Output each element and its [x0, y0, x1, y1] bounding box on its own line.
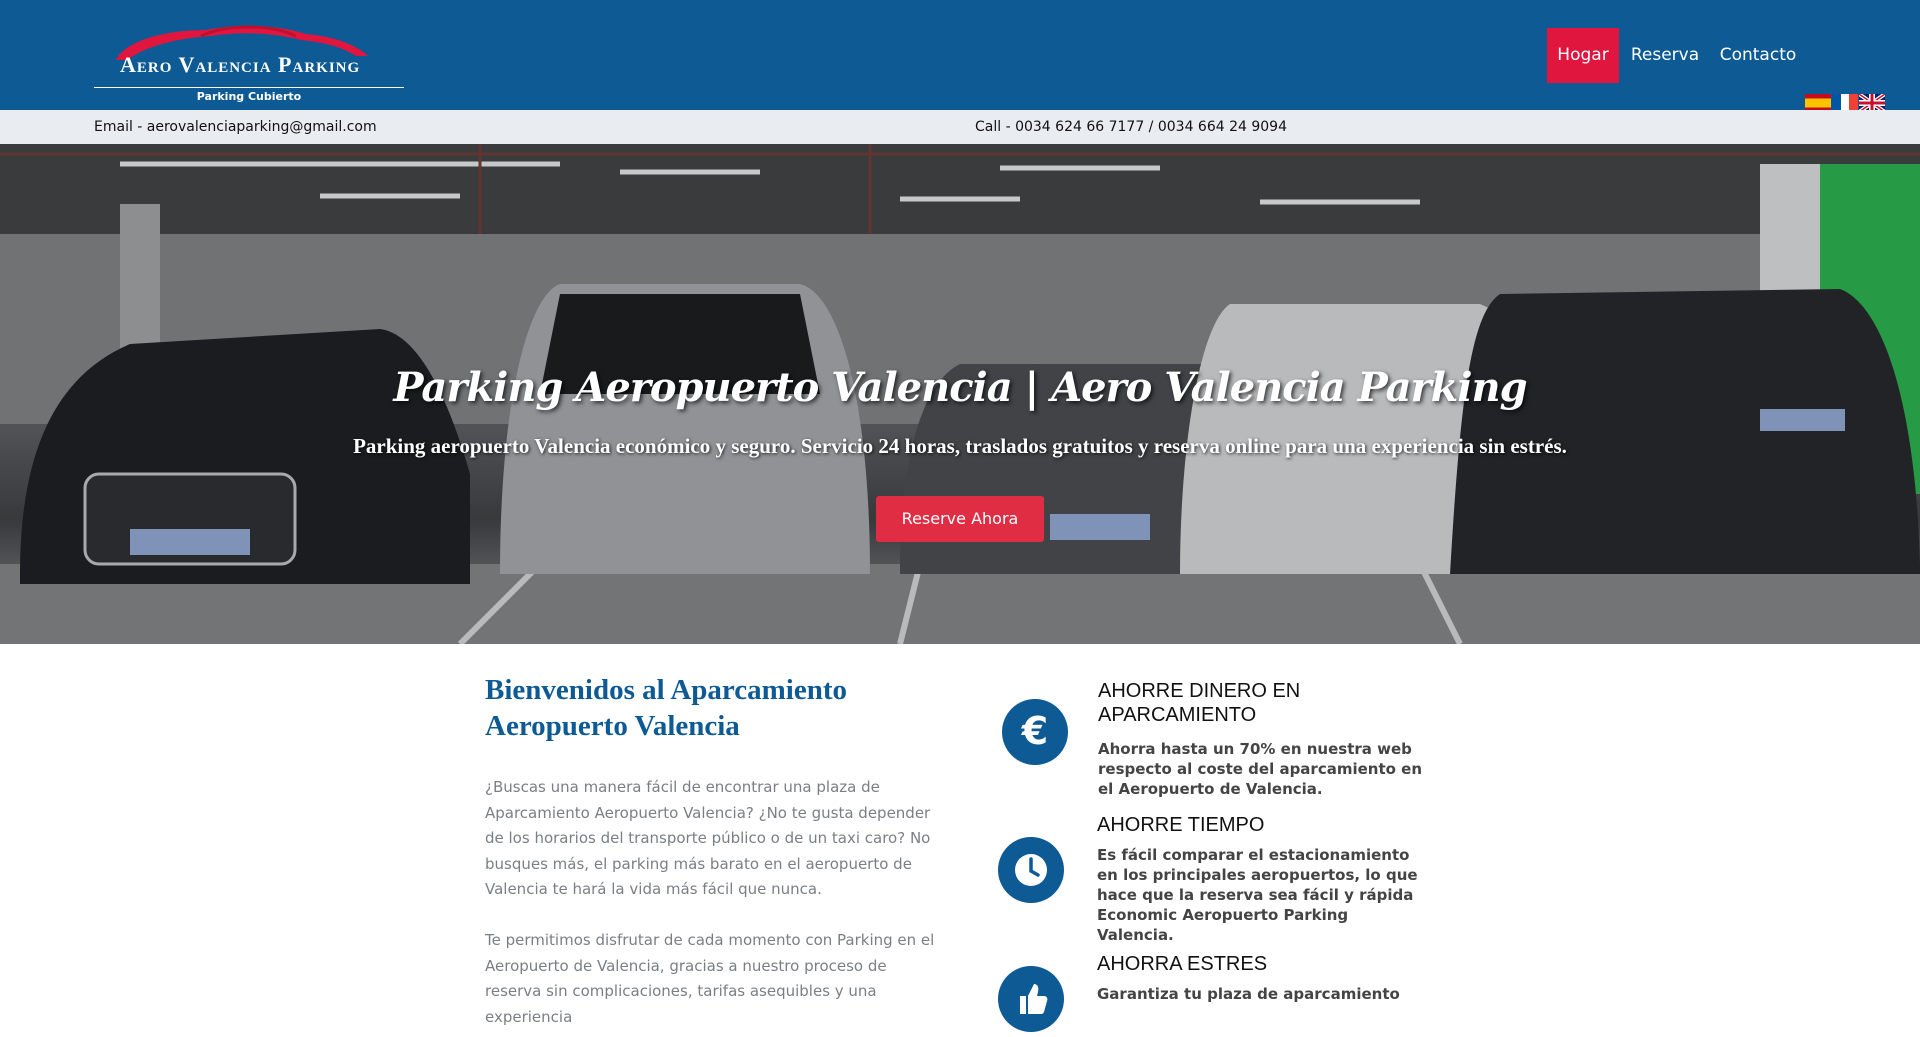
welcome-heading: Bienvenidos al Aparcamiento Aeropuerto Valencia — [485, 674, 847, 742]
feature-text-money: Ahorra hasta un 70% en nuestra web respecto al coste del aparcamiento en el Aeropuerto de Valencia. — [1098, 740, 1423, 798]
thumbs-up-icon — [998, 966, 1064, 1032]
contact-bar — [0, 110, 1920, 144]
site-header — [0, 0, 1920, 110]
nav-item-reserva[interactable]: Reserva — [1630, 45, 1700, 65]
welcome-paragraph-1: ¿Buscas una manera fácil de encontrar una plaza de Aparcamiento Aeropuerto Valencia? ¿No te gusta depender de los horarios del transporte público o de un taxi caro? No busques más, el parking más barato en el aeropuerto de Valencia te hará la vida más fácil que nunca. — [485, 778, 931, 898]
brand-name: Aero Valencia Parking — [120, 52, 361, 77]
hero-banner — [0, 144, 1920, 644]
hero-subtitle: Parking aeropuerto Valencia económico y seguro. Servicio 24 horas, traslados gratuitos y reserva online para una experiencia sin estrés. — [353, 434, 1567, 458]
euro-icon — [1002, 699, 1068, 765]
clock-icon — [998, 837, 1064, 903]
site-logo[interactable] — [94, 18, 404, 106]
svg-text:€: € — [1021, 709, 1049, 753]
feature-title-money: AHORRE DINERO EN APARCAMIENTO — [1098, 680, 1301, 726]
feature-title-time: AHORRE TIEMPO — [1097, 814, 1265, 836]
feature-text-stress: Garantiza tu plaza de aparcamiento — [1097, 985, 1400, 1003]
nav-item-hogar[interactable]: Hogar — [1547, 28, 1619, 83]
welcome-paragraph-2: Te permitimos disfrutar de cada momento con Parking en el Aeropuerto de Valencia, gracias a nuestro proceso de reserva sin complicaciones, tarifas asequibles y una experiencia — [485, 931, 935, 1026]
reserve-now-button[interactable]: Reserve Ahora — [876, 496, 1044, 542]
logo-divider — [94, 87, 404, 88]
nav-item-contacto[interactable]: Contacto — [1719, 45, 1797, 65]
feature-text-time: Es fácil comparar el estacionamiento en los principales aeropuertos, lo que hace que la reserva sea fácil y rápida Economic Aeropuerto Parking Valencia. — [1097, 846, 1418, 944]
feature-title-stress: AHORRA ESTRES — [1097, 953, 1268, 975]
brand-tagline: Parking Cubierto — [196, 90, 302, 103]
contact-email[interactable]: Email - aerovalenciaparking@gmail.com — [94, 119, 377, 135]
contact-phone[interactable]: Call - 0034 624 66 7177 / 0034 664 24 9094 — [975, 119, 1287, 135]
hero-title: Parking Aeropuerto Valencia | Aero Valencia Parking — [393, 364, 1527, 411]
